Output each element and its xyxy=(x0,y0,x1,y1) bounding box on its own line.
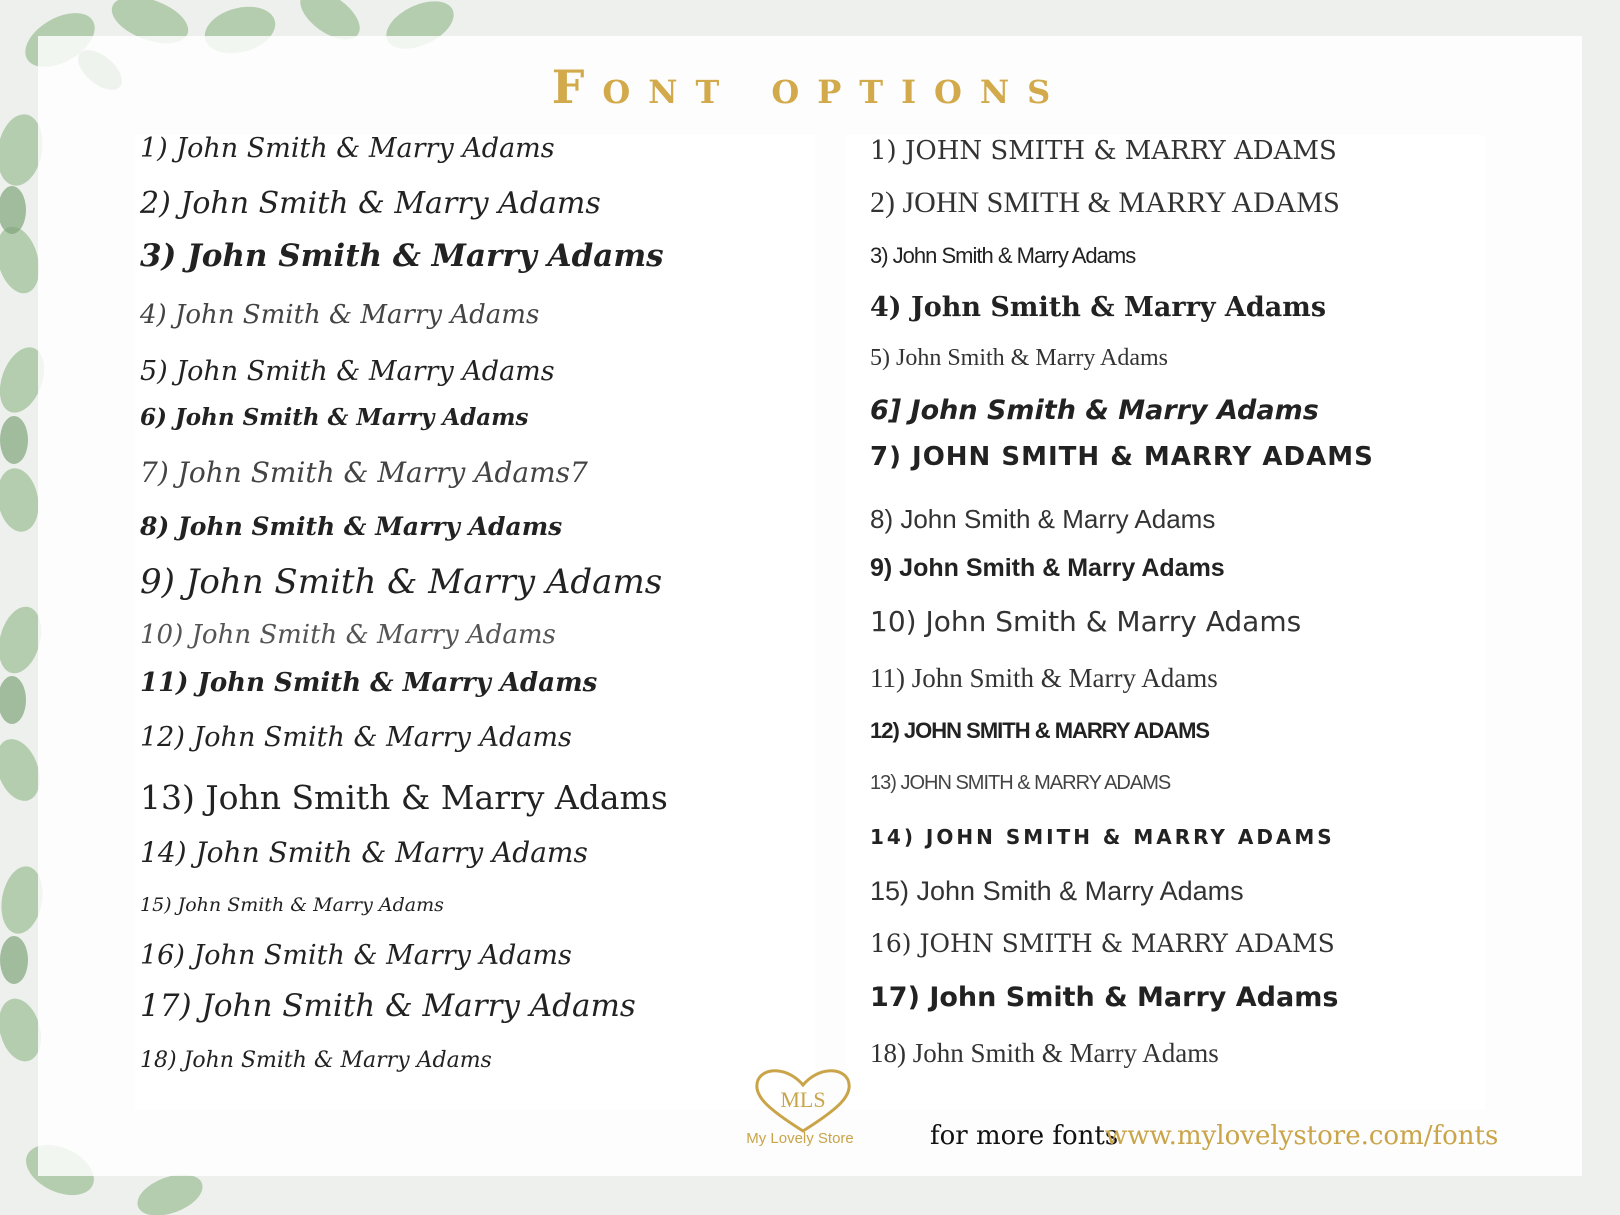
print-option-7: 7) JOHN SMITH & MARRY ADAMS xyxy=(870,442,1374,472)
heart-logo-icon xyxy=(748,1065,858,1135)
print-option-9: 9) John Smith & Marry Adams xyxy=(870,554,1225,582)
script-option-13: 13) John Smith & Marry Adams xyxy=(140,778,668,817)
print-option-5: 5) John Smith & Marry Adams xyxy=(870,345,1168,371)
store-url-link[interactable]: www.mylovelystore.com/fonts xyxy=(1105,1121,1499,1151)
print-option-2: 2) JOHN SMITH & MARRY ADAMS xyxy=(870,186,1340,219)
print-option-18: 18) John Smith & Marry Adams xyxy=(870,1038,1219,1068)
print-option-8: 8) John Smith & Marry Adams xyxy=(870,504,1216,534)
print-option-17: 17) John Smith & Marry Adams xyxy=(870,982,1339,1013)
print-option-4: 4) John Smith & Marry Adams xyxy=(870,292,1327,323)
print-option-16: 16) JOHN SMITH & MARRY ADAMS xyxy=(870,929,1335,958)
script-option-10: 10) John Smith & Marry Adams xyxy=(140,620,556,650)
script-option-16: 16) John Smith & Marry Adams xyxy=(140,940,572,971)
print-option-6: 6] John Smith & Marry Adams xyxy=(870,395,1319,426)
script-option-9: 9) John Smith & Marry Adams xyxy=(140,562,663,602)
print-option-11: 11) John Smith & Marry Adams xyxy=(870,663,1218,693)
script-option-1: 1) John Smith & Marry Adams xyxy=(140,133,555,164)
script-option-2: 2) John Smith & Marry Adams xyxy=(140,186,601,221)
print-option-10: 10) John Smith & Marry Adams xyxy=(870,605,1302,638)
store-name: My Lovely Store xyxy=(746,1130,854,1147)
print-option-15: 15) John Smith & Marry Adams xyxy=(870,876,1244,906)
script-option-11: 11) John Smith & Marry Adams xyxy=(140,668,598,698)
script-option-6: 6) John Smith & Marry Adams xyxy=(140,404,529,431)
print-option-1: 1) JOHN SMITH & MARRY ADAMS xyxy=(870,136,1337,166)
script-option-18: 18) John Smith & Marry Adams xyxy=(140,1048,492,1073)
script-option-15: 15) John Smith & Marry Adams xyxy=(140,894,444,916)
script-option-4: 4) John Smith & Marry Adams xyxy=(140,300,540,330)
logo-monogram: MLS xyxy=(780,1087,826,1112)
script-option-17: 17) John Smith & Marry Adams xyxy=(140,988,636,1024)
script-option-3: 3) John Smith & Marry Adams xyxy=(140,238,664,274)
print-option-12: 12) JOHN SMITH & MARRY ADAMS xyxy=(870,718,1210,743)
script-option-7: 7) John Smith & Marry Adams7 xyxy=(140,456,588,489)
page-title: Font options xyxy=(551,60,1069,114)
print-option-3: 3) John Smith & Marry Adams xyxy=(870,243,1136,268)
script-option-12: 12) John Smith & Marry Adams xyxy=(140,722,572,753)
print-option-14: 14) JOHN SMITH & MARRY ADAMS xyxy=(870,825,1335,849)
script-option-5: 5) John Smith & Marry Adams xyxy=(140,356,555,387)
script-option-8: 8) John Smith & Marry Adams xyxy=(140,512,563,541)
script-option-14: 14) John Smith & Marry Adams xyxy=(140,836,588,869)
more-fonts-label: for more fonts xyxy=(930,1121,1119,1151)
print-option-13: 13) JOHN SMITH & MARRY ADAMS xyxy=(870,772,1171,794)
